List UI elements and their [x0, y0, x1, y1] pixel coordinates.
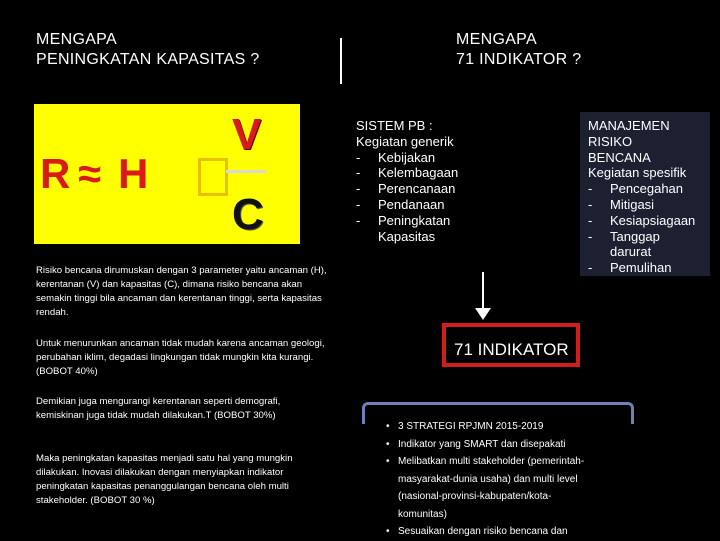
list-item-continuation: (nasional-provinsi-kabupaten/kota- [398, 491, 552, 502]
list-item: - Kelembagaan [356, 165, 459, 181]
list-item-continuation: darurat [610, 244, 652, 260]
formula-v: V [232, 110, 262, 159]
list-item: - Pemulihan [588, 260, 672, 276]
list-item: - Tanggap [588, 228, 660, 244]
left-title-line-1: MENGAPA [36, 31, 117, 48]
right-title [456, 30, 676, 70]
down-arrow-icon [475, 308, 491, 320]
list-item: • Indikator yang SMART dan disepakati [386, 438, 566, 450]
list-item-continuation: masyarakat-dunia usaha) dan multi level [398, 473, 578, 485]
paragraph-hazard: Untuk menurunkan ancaman tidak mudah karena ancaman geologi, perubahan iklim, degadasi lingkungan tidak mungkin kita kurangi. (BOBOT 40%) [36, 338, 325, 377]
list-item-continuation: Kapasitas [378, 228, 436, 244]
list-item: - Mitigasi [588, 196, 655, 212]
formula-h: H [118, 150, 149, 197]
manajemen-heading-3: BENCANA [588, 149, 651, 165]
list-item: - Kesiapsiagaan [588, 212, 696, 228]
paragraph-risk-definition: Risiko bencana dirumuskan dengan 3 parameter yaitu ancaman (H), kerentanan (V) dan kapasitas (C), dimana risiko bencana akan semakin tinggi bila ancaman dan kerentanan tinggi, serta kapasitas rendah. [36, 265, 327, 318]
indikator-bullets [386, 418, 636, 541]
sistem-pb-list [356, 118, 546, 244]
manajemen-list [588, 118, 718, 276]
list-item: - Pendanaan [356, 196, 445, 212]
list-item: • 3 STRATEGI RPJMN 2015-2019 [386, 421, 544, 432]
title-divider [340, 38, 342, 84]
paragraph-vulnerability: Demikian juga mengurangi kerentanan seperti demografi, kemiskinan juga tidak mudah dilakukan.T (BOBOT 30%) [36, 396, 281, 421]
list-item: • Sesuaikan dengan risiko bencana dan [386, 526, 568, 537]
indikator-label: 71 INDIKATOR [454, 340, 569, 359]
list-item: • Melibatkan multi stakeholder (pemerintah- [386, 456, 585, 467]
formula-operator-placeholder-icon [198, 158, 228, 196]
down-arrow-shaft [482, 272, 484, 310]
right-title-line-2: 71 INDIKATOR ? [456, 51, 582, 68]
sistem-pb-heading: SISTEM PB : [356, 118, 433, 133]
formula-c: C [232, 190, 264, 239]
list-item: - Perencanaan [356, 181, 456, 197]
left-title [36, 30, 336, 70]
manajemen-subheading: Kegiatan spesifik [588, 165, 687, 181]
paragraph-capacity: Maka peningkatan kapasitas menjadi satu hal yang mungkin dilakukan. Inovasi dilakukan dengan menyiapkan indikator peningkatan kapasitas penanggulangan bencana oleh multi stakeholder. (BOBOT 30 %) [36, 453, 293, 506]
manajemen-heading-1: MANAJEMEN [588, 118, 670, 133]
manajemen-heading-2: RISIKO [588, 133, 633, 149]
formula-approx-symbol: ≈ [78, 150, 102, 197]
formula-fraction-line [226, 170, 266, 173]
formula-r: R [40, 150, 71, 197]
right-title-line-1: MENGAPA [456, 31, 537, 48]
list-item-continuation: komunitas) [398, 508, 447, 520]
list-item: - Peningkatan [356, 212, 451, 228]
left-title-line-2: PENINGKATAN KAPASITAS ? [36, 51, 260, 68]
sistem-pb-subheading: Kegiatan generik [356, 133, 454, 149]
list-item: - Kebijakan [356, 149, 436, 165]
list-item: - Pencegahan [588, 181, 684, 197]
